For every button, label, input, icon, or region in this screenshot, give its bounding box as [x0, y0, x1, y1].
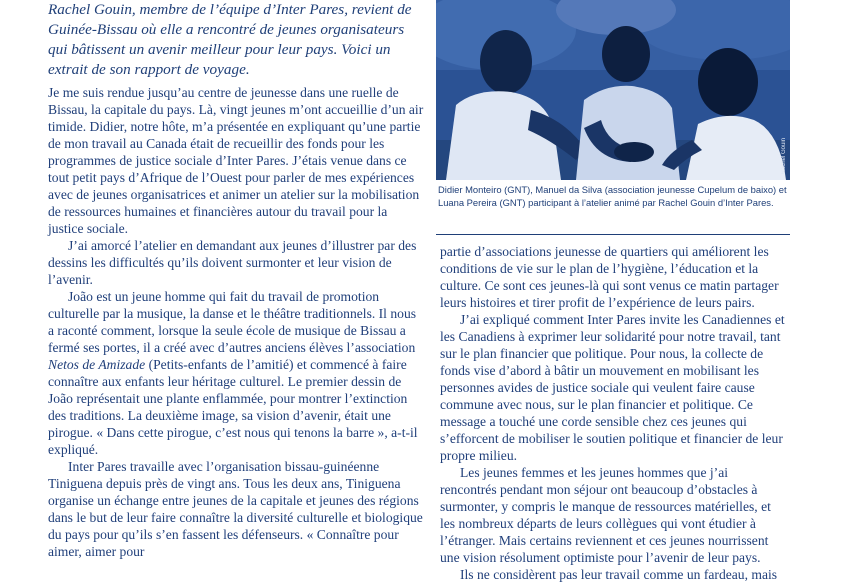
paragraph: J’ai expliqué comment Inter Pares invite les Canadiennes et les Canadiens à exprimer leur solidarité pour notre travail, tant sur le plan financier que politique. Pour nous, la collecte de fonds vise d’abord à bâtir un mouvement en mobilisant les personnes avides de justice sociale qui veulent faire cause commune avec nous, sur le plan financier et politique. Ce message a touché une corde sensible chez ces jeunes qui s’efforcent de mobiliser le soutien politique et financier de leur propre milieu.: [440, 312, 785, 463]
left-column: [48, 84, 424, 560]
caption-divider: [436, 234, 790, 235]
paragraph: Inter Pares travaille avec l’organisation bissau-guinéenne Tiniguena depuis près de vingt ans. Tous les deux ans, Tiniguena organise un échange entre jeunes de la capitale et jeunes des régions dans le but de leur faire connaître la diversité culturelle et biologique du pays pour qu’ils s’en fassent les défenseurs. « Connaître pour aimer, aimer pour: [48, 459, 423, 559]
photo-caption: Didier Monteiro (GNT), Manuel da Silva (association jeunesse Cupelum de baixo) et Luana Pereira (GNT) participant à l’atelier animé par Rachel Gouin d’Inter Pares.: [438, 184, 787, 208]
paragraph-text: (Petits-enfants de l’amitié) et commencé à faire connaître aux enfants leur héritage culturel. Le premier dessin de João représentait une plante enflammée, pour montrer l’extinction des traditions. La deuxième image, sa vision d’avenir, était une pirogue. « Dans cette pirogue, c’est nous qui tenons la barre », a-t-il expliqué.: [48, 357, 418, 457]
article-intro: [48, 0, 420, 80]
association-name: Netos de Amizade: [48, 357, 146, 372]
paragraph: Ils ne considèrent pas leur travail comme un fardeau, mais: [460, 567, 778, 582]
article-photo: [436, 0, 790, 180]
paragraph-text: João est un jeune homme qui fait du travail de promotion culturelle par la musique, la danse et le théâtre traditionnels. Il nous a raconté comment, lorsque la seule école de musique de Bissau a fermé ses portes, il a créé avec d’autres anciens élèves l’association: [48, 289, 417, 355]
paragraph: J’ai amorcé l’atelier en demandant aux jeunes d’illustrer par des dessins les difficultés qu’ils doivent surmonter et leur vision de l’avenir.: [48, 238, 417, 287]
right-column: [440, 243, 786, 583]
paragraph: Je me suis rendue jusqu’au centre de jeunesse dans une ruelle de Bissau, la capitale du pays. Là, vingt jeunes m’ont accueillie d’un air timide. Didier, notre hôte, m’a présentée en expliquant qu’une partie de mon travail au Canada était de recueillir des fonds pour les programmes de justice sociale d’Inter Pares. J’étais venue dans ce tout petit pays d’Afrique de l’Ouest pour parler de mes expériences avec de jeunes organisatrices et animer un atelier sur la mobilisation de ressources humaines et financières autour du travail pour la justice sociale.: [48, 85, 424, 236]
paragraph: [48, 288, 424, 458]
photo-illustration: [436, 0, 790, 180]
photo-credit: Rachel Gouin: [781, 137, 787, 174]
paragraph: partie d’associations jeunesse de quartiers qui améliorent les conditions de vie sur le plan de l’hygiène, l’éducation et la culture. Ce sont ces jeunes-là qui sont venus ce matin partager leurs histoires et tirer profit de l’expérience de leurs pairs.: [440, 244, 779, 310]
intro-text: Rachel Gouin, membre de l’équipe d’Inter Pares, revient de Guinée-Bissau où elle a rencontré de jeunes organisateurs qui bâtissent un avenir meilleur pour leur pays. Voici un extrait de son rapport de voyage.: [48, 1, 412, 78]
paragraph: Les jeunes femmes et les jeunes hommes que j’ai rencontrés pendant mon séjour ont beaucoup d’obstacles à surmonter, y compris le manque de ressources matérielles, et les nombreux départs de leurs collègues qui vont étudier à l’étranger. Mais certains reviennent et ces jeunes nourrissent une vision résolument optimiste pour l’avenir de leur pays.: [440, 465, 771, 565]
